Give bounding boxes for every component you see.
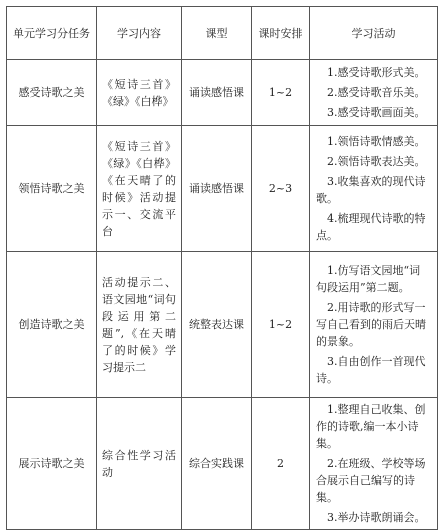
activity-item: 2.用诗歌的形式写一写自己看到的雨后天晴的景象。 (316, 301, 426, 348)
activity-item: 1.整理自己收集、创作的诗歌,编一本小诗集。 (316, 403, 426, 450)
type-cell: 综合实践课 (182, 398, 252, 530)
header-type: 课型 (182, 7, 252, 60)
lesson-plan-table-container (6, 6, 437, 524)
activity-item: 1.仿写语文园地“词句段运用”第二题。 (316, 264, 421, 294)
activities-cell (310, 252, 438, 398)
table-row (7, 398, 438, 530)
header-activities: 学习活动 (310, 7, 438, 60)
activity-item: 1.感受诗歌形式美。 (327, 66, 426, 79)
task-cell: 感受诗歌之美 (7, 60, 97, 126)
activities-cell (310, 398, 438, 530)
hours-cell: 2 (252, 398, 310, 530)
type-cell: 诵读感悟课 (182, 126, 252, 252)
content-cell: 活动提示二、语文园地“词句段运用第二题”,《在天晴了的时候》学习提示二 (97, 252, 182, 398)
activity-item: 3.收集喜欢的现代诗歌。 (316, 175, 426, 205)
activity-item: 3.自由创作一首现代诗。 (316, 355, 426, 385)
task-cell: 创造诗歌之美 (7, 252, 97, 398)
activity-item: 2.感受诗歌音乐美。 (327, 86, 426, 99)
content-cell: 《短诗三首》《绿》《白桦》《在天晴了的时候》活动提示一、交流平台 (97, 126, 182, 252)
header-hours: 课时安排 (252, 7, 310, 60)
table-row (7, 60, 438, 126)
content-cell: 《短诗三首》《绿》《白桦》 (97, 60, 182, 126)
task-cell: 展示诗歌之美 (7, 398, 97, 530)
table-row (7, 126, 438, 252)
activity-item: 3.感受诗歌画面美。 (327, 106, 426, 119)
activity-item: 2.在班级、学校等场合展示自己编写的诗集。 (316, 457, 426, 504)
task-cell: 领悟诗歌之美 (7, 126, 97, 252)
header-task: 单元学习分任务 (7, 7, 97, 60)
activity-item: 2.领悟诗歌表达美。 (327, 155, 426, 168)
activities-cell (310, 60, 438, 126)
table-header-row (7, 7, 438, 60)
header-content: 学习内容 (97, 7, 182, 60)
activity-item: 4.梳理现代诗歌的特点。 (316, 212, 426, 242)
hours-cell: 1~2 (252, 60, 310, 126)
type-cell: 诵读感悟课 (182, 60, 252, 126)
hours-cell: 1~2 (252, 252, 310, 398)
table-row (7, 252, 438, 398)
activity-item: 1.领悟诗歌情感美。 (327, 135, 426, 148)
hours-cell: 2~3 (252, 126, 310, 252)
type-cell: 统整表达课 (182, 252, 252, 398)
activity-item: 3.举办诗歌朗诵会。 (327, 511, 426, 524)
activities-cell (310, 126, 438, 252)
lesson-plan-table (6, 6, 438, 530)
content-cell: 综合性学习活动 (97, 398, 182, 530)
